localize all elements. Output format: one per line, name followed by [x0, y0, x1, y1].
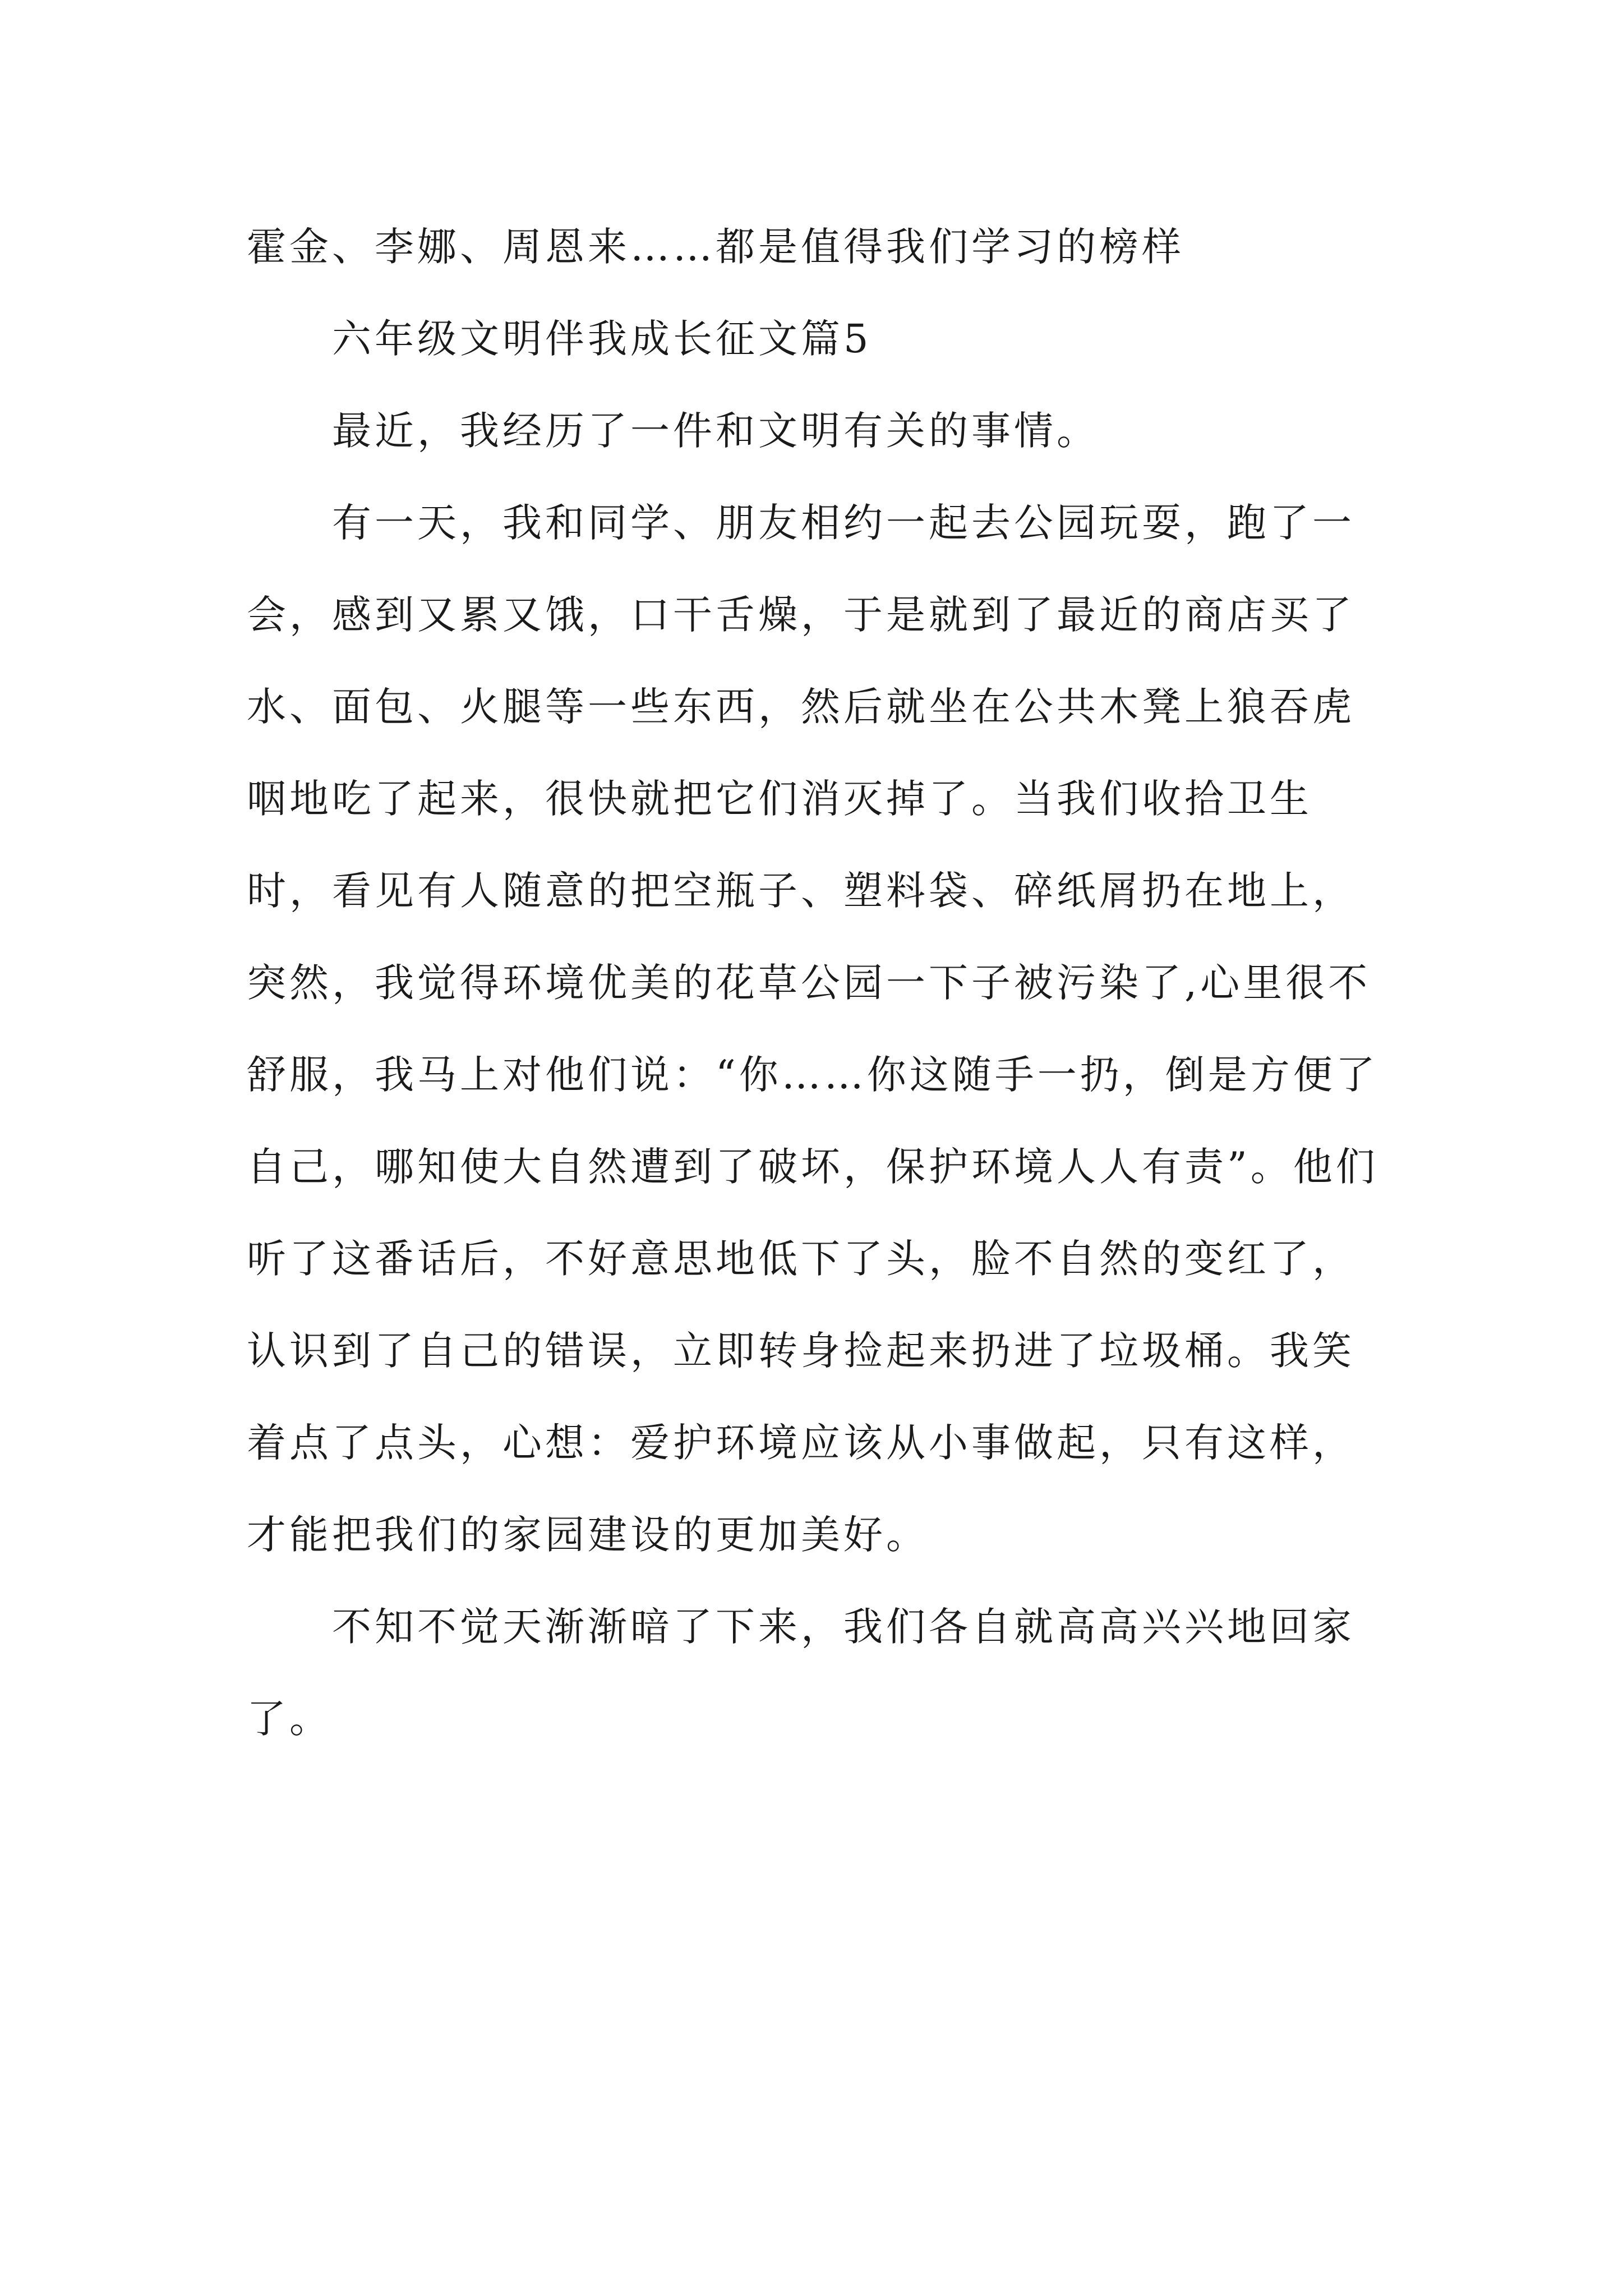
paragraph-2: 有一天，我和同学、朋友相约一起去公园玩耍，跑了一会，感到又累又饿，口干舌燥，于是就到了最近的商店买了水、面包、火腿等一些东西，然后就坐在公共木凳上狼吞虎咽地吃了起来，很快就把它们消灭掉了。当我们收拾卫生时，看见有人随意的把空瓶子、塑料袋、碎纸屑扔在地上，突然，我觉得环境优美的花草公园一下子被污染了,心里很不舒服，我马上对他们说：“你……你这随手一扔，倒是方便了自己，哪知使大自然遭到了破坏，保护环境人人有责”。他们听了这番话后，不好意思地低下了头，脸不自然的变红了，认识到了自己的错误，立即转身捡起来扔进了垃圾桶。我笑着点了点头，心想：爱护环境应该从小事做起，只有这样，才能把我们的家园建设的更加美好。 — [247, 500, 1378, 1558]
paragraph-1: 最近，我经历了一件和文明有关的事情。 — [332, 408, 1099, 454]
document-body — [247, 201, 1391, 1765]
paragraph-3: 不知不觉天渐渐暗了下来，我们各自就高高兴兴地回家了。 — [247, 1604, 1355, 1742]
lead-line: 霍金、李娜、周恩来……都是值得我们学习的榜样 — [247, 224, 1184, 270]
essay-heading: 六年级文明伴我成长征文篇5 — [332, 316, 872, 362]
